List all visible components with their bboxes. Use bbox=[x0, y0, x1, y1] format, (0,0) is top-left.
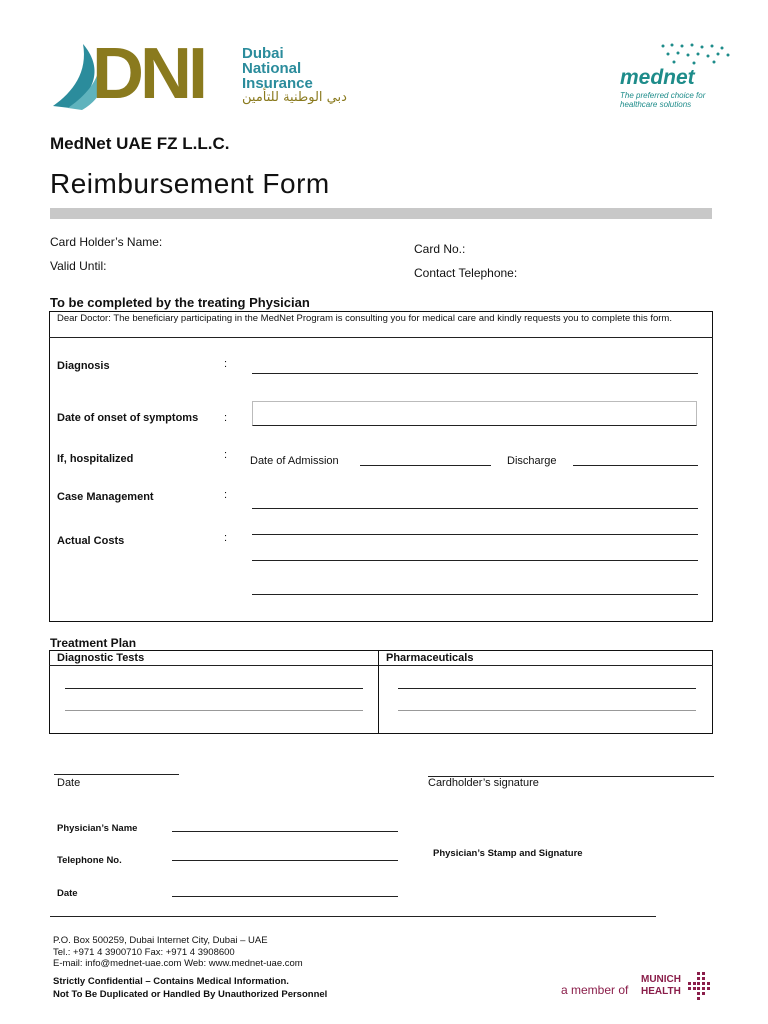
footer-address: P.O. Box 500259, Dubai Internet City, Dubai – UAE bbox=[53, 935, 268, 946]
physician-section-heading: To be completed by the treating Physician bbox=[50, 295, 310, 310]
discharge-label: Discharge bbox=[507, 455, 557, 467]
physician-date-line[interactable] bbox=[172, 896, 398, 897]
doctor-notice: Dear Doctor: The beneficiary participating in the MedNet Program is consulting you for medical care and kindly requests you to complete this form. bbox=[57, 313, 672, 324]
card-no-label: Card No.: bbox=[414, 242, 466, 256]
physician-name-label: Physician’s Name bbox=[57, 823, 138, 834]
hospitalized-label: If, hospitalized bbox=[57, 453, 134, 465]
dni-name-3: Insurance bbox=[242, 75, 313, 92]
diagnosis-colon: : bbox=[224, 358, 228, 370]
physician-section-box bbox=[49, 311, 713, 622]
treatment-header-divider bbox=[49, 665, 713, 666]
page-title: Reimbursement Form bbox=[50, 168, 330, 199]
pharmaceuticals-header: Pharmaceuticals bbox=[386, 652, 474, 664]
case-management-line-2[interactable] bbox=[252, 534, 698, 535]
telephone-line[interactable] bbox=[172, 860, 398, 861]
diagnosis-label: Diagnosis bbox=[57, 360, 110, 372]
physician-stamp-label: Physician’s Stamp and Signature bbox=[433, 848, 583, 859]
dni-name-1: Dubai bbox=[242, 45, 284, 62]
admission-label: Date of Admission bbox=[250, 455, 339, 467]
munich-health-cross-icon bbox=[688, 972, 714, 1000]
actual-costs-colon: : bbox=[224, 532, 228, 544]
case-management-colon: : bbox=[224, 489, 228, 501]
contact-telephone-label: Contact Telephone: bbox=[414, 266, 518, 280]
treatment-plan-heading: Treatment Plan bbox=[50, 636, 137, 650]
treatment-plan-table bbox=[49, 650, 713, 734]
mednet-logo bbox=[618, 42, 738, 112]
munich-health-line-2: HEALTH bbox=[641, 986, 681, 997]
mednet-tagline-2: healthcare solutions bbox=[620, 100, 692, 109]
onset-colon: : bbox=[224, 412, 228, 424]
mednet-tagline-1: The preferred choice for bbox=[620, 91, 706, 100]
title-divider-bar bbox=[50, 208, 712, 219]
pharmaceuticals-line-1[interactable] bbox=[398, 688, 696, 689]
dni-name-arabic: دبي الوطنية للتأمين bbox=[242, 90, 347, 105]
telephone-label: Telephone No. bbox=[57, 855, 122, 866]
pharmaceuticals-line-2[interactable] bbox=[398, 710, 696, 711]
diagnosis-field-line[interactable] bbox=[252, 373, 698, 374]
admission-field-line[interactable] bbox=[360, 465, 491, 466]
actual-costs-line-1[interactable] bbox=[252, 560, 698, 561]
cardholder-signature-label: Cardholder’s signature bbox=[428, 777, 539, 789]
mednet-wordmark: mednet bbox=[620, 66, 695, 89]
actual-costs-label: Actual Costs bbox=[57, 535, 125, 547]
valid-until-label: Valid Until: bbox=[50, 259, 107, 273]
munich-health-line-1: MUNICH bbox=[641, 974, 681, 985]
diagnostic-tests-line-1[interactable] bbox=[65, 688, 363, 689]
dni-logo bbox=[48, 34, 348, 114]
mednet-dots-icon bbox=[658, 42, 738, 68]
onset-label: Date of onset of symptoms bbox=[57, 412, 199, 424]
footer-confidential-1: Strictly Confidential – Contains Medical Information. bbox=[53, 976, 289, 987]
physician-date-label: Date bbox=[57, 888, 78, 899]
physician-name-line[interactable] bbox=[172, 831, 398, 832]
member-of-label: a member of bbox=[561, 983, 629, 997]
hospitalized-colon: : bbox=[224, 449, 228, 461]
dni-letters: DNI bbox=[92, 34, 204, 114]
treatment-column-divider bbox=[378, 650, 379, 734]
diagnostic-tests-line-2[interactable] bbox=[65, 710, 363, 711]
card-holder-name-label: Card Holder’s Name: bbox=[50, 235, 163, 249]
footer-tel: Tel.: +971 4 3900710 Fax: +971 4 3908600 bbox=[53, 947, 235, 958]
footer-email: E-mail: info@mednet-uae.com Web: www.mednet-uae.com bbox=[53, 958, 303, 969]
diagnosis-field-box[interactable] bbox=[252, 401, 697, 426]
discharge-field-line[interactable] bbox=[573, 465, 698, 466]
date-label: Date bbox=[57, 777, 81, 789]
diagnostic-tests-header: Diagnostic Tests bbox=[57, 652, 145, 664]
date-signature-line[interactable] bbox=[54, 774, 179, 775]
company-name: MedNet UAE FZ L.L.C. bbox=[50, 134, 230, 153]
actual-costs-line-2[interactable] bbox=[252, 594, 698, 595]
dni-name-2: National bbox=[242, 60, 302, 77]
case-management-label: Case Management bbox=[57, 491, 154, 503]
footer-divider bbox=[50, 916, 656, 917]
case-management-line-1[interactable] bbox=[252, 508, 698, 509]
footer-confidential-2: Not To Be Duplicated or Handled By Unauthorized Personnel bbox=[53, 989, 328, 1000]
notice-divider bbox=[49, 337, 713, 338]
